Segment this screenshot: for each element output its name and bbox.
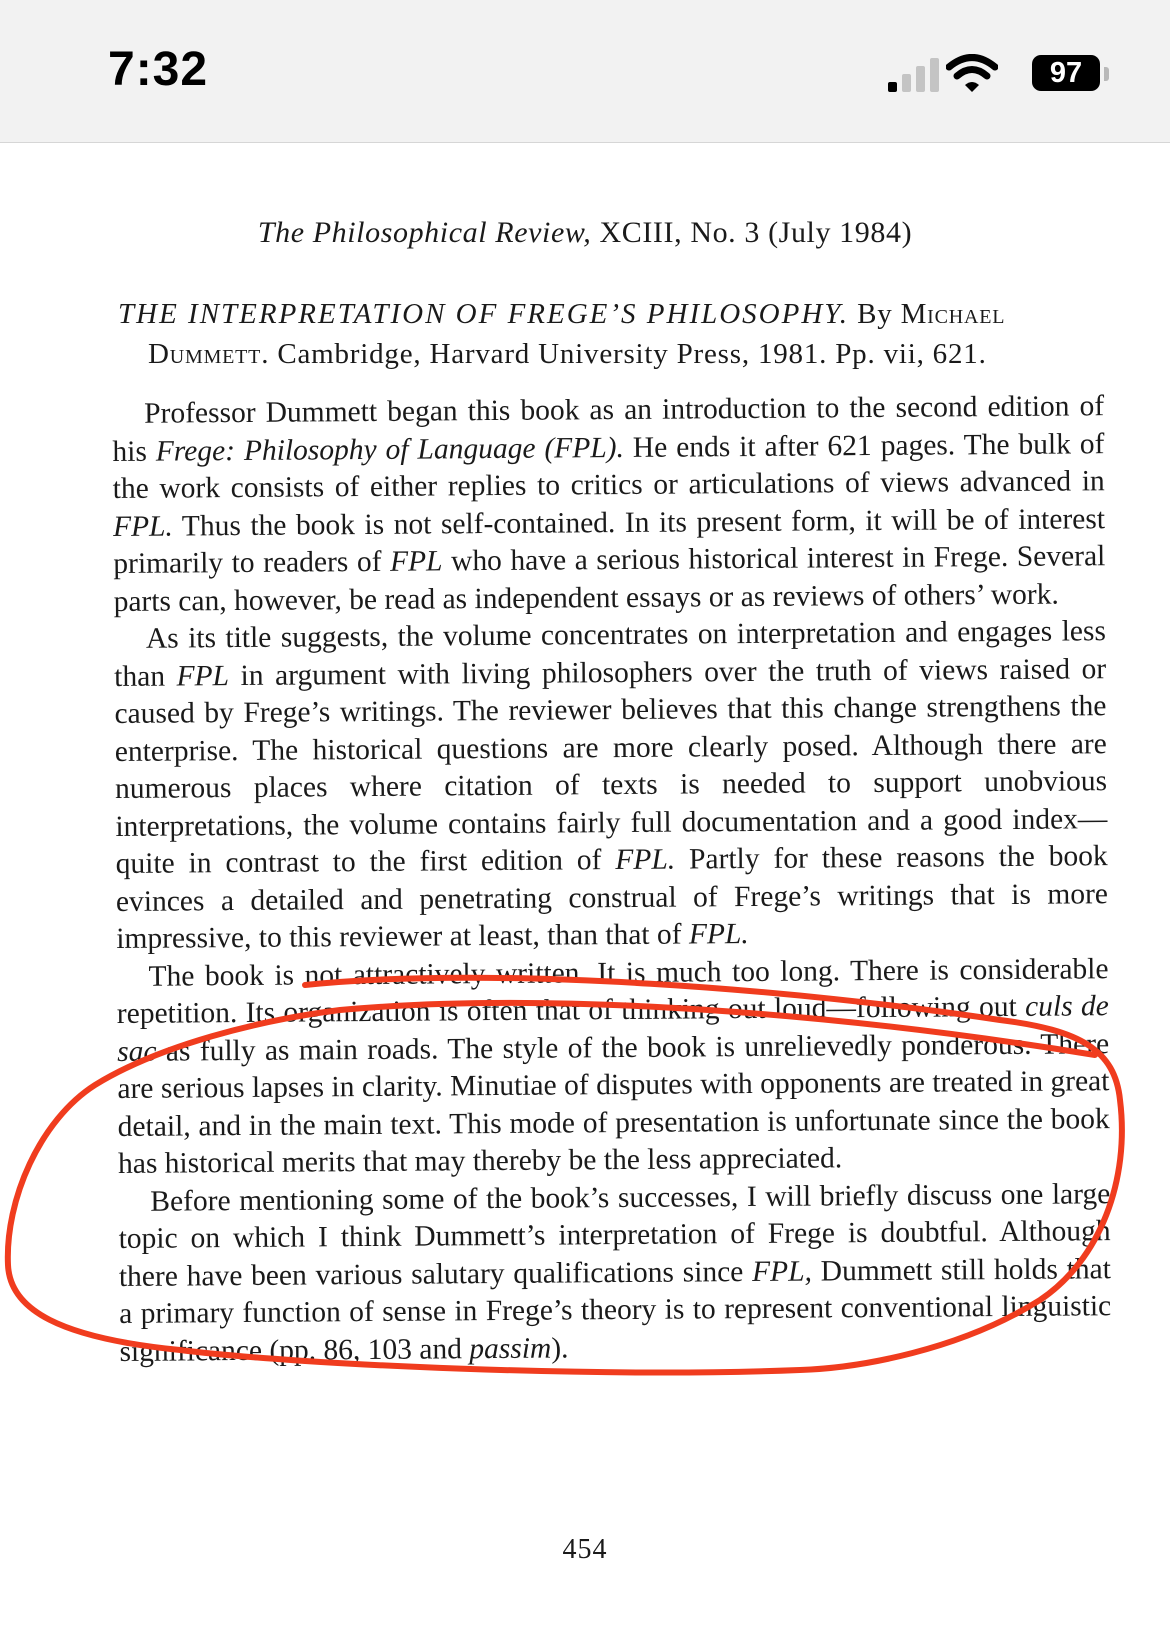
review-body [112, 388, 1112, 1371]
page-number: 454 [562, 1534, 608, 1565]
battery-level: 97 [1049, 57, 1083, 89]
journal-citation [0, 216, 1170, 250]
italic-text-run: FPL. [112, 510, 173, 543]
author-last-name: Dummett. [148, 338, 270, 370]
paragraph-1 [112, 388, 1106, 621]
paragraph-4 [118, 1176, 1111, 1371]
italic-text-run: passim [469, 1332, 552, 1365]
author-first-name: Michael [900, 298, 1006, 330]
text-run: Before mentioning some of the book’s successes, I will briefly discuss one large topic on which I think Dummett’s interpretation of Frege is doubtful. Although there have been various salutary qualifications since [118, 1177, 1111, 1293]
wifi-icon [946, 54, 998, 94]
text-run: ). [551, 1331, 569, 1365]
text-run: as fully as main roads. The style of the book is unrelievedly ponderous. There are serious lapses in clarity. Minutiae of disputes with opponents are treated in great detail, and in the main text. This mode of presentation is unfortunate since the book has historical merits that may thereby be the less appreciated. [117, 1027, 1110, 1180]
text-run: who have a serious historical interest in Frege. Several parts can, however, be read as independent essays or as reviews of others’ work. [113, 540, 1106, 618]
italic-text-run: culs de sac [117, 990, 1109, 1068]
publication-info: Cambridge, Harvard University Press, 1981. Pp. vii, 621. [277, 338, 987, 370]
battery-cap [1104, 67, 1109, 81]
italic-text-run: FPL [176, 659, 230, 693]
review-heading [118, 294, 1108, 374]
text-run: As its title suggests, the volume concentrates on interpretation and engages less than [114, 615, 1107, 693]
document-page [0, 142, 1170, 1644]
text-run: Professor Dummett began this book as an introduction to the second edition of his [112, 390, 1105, 468]
review-by: By [857, 298, 893, 330]
status-time: 7:32 [108, 43, 209, 96]
cellular-signal-icon [888, 58, 940, 92]
text-run: Thus the book is not self-contained. In its present form, it will be of interest primarily to readers of [113, 502, 1106, 580]
review-publication-line [118, 334, 1108, 374]
journal-issue: XCIII, No. 3 (July 1984) [599, 216, 913, 249]
italic-text-run: FPL. [615, 843, 676, 877]
italic-text-run: FPL. [688, 918, 749, 951]
text-run: He ends it after 621 pages. The bulk of the work consists of either replies to critics or articulations of views advanced in [112, 427, 1105, 505]
text-run: Dummett still holds that a primary function of sense in Frege’s theory is to represent conventional linguistic significance (pp. 86, 103 and [119, 1252, 1112, 1368]
italic-text-run: FPL, [751, 1255, 813, 1288]
italic-text-run: Frege: Philosophy of Language (FPL). [155, 431, 625, 468]
battery-icon [1032, 55, 1100, 91]
italic-text-run: FPL [389, 545, 443, 578]
text-run: Partly for these reasons the book evinces a detailed and penetrating construal of Frege’s writings that is more impressive, to this reviewer at least, than that of [115, 840, 1109, 955]
paragraph-3 [116, 951, 1110, 1184]
status-bar [0, 0, 1170, 143]
paragraph-2 [114, 613, 1109, 958]
text-run: in argument with living philosophers over the truth of views raised or caused by Frege’s writings. The reviewer believes that this change strengthens the enterprise. The historical questions are more clearly posed. Although there are numerous places where citation of texts is needed to support unobvious interpretations, the volume contains fairly full documentation and a good index—quite in contrast to the first edition of [114, 652, 1108, 880]
journal-name: The Philosophical Review, [257, 216, 592, 249]
text-run: The book is not attractively written. It is much too long. There is considerable repetition. Its organization is often that of thinking out loud—following out [116, 952, 1109, 1030]
review-title: THE INTERPRETATION OF FREGE’S PHILOSOPHY. [118, 298, 849, 330]
